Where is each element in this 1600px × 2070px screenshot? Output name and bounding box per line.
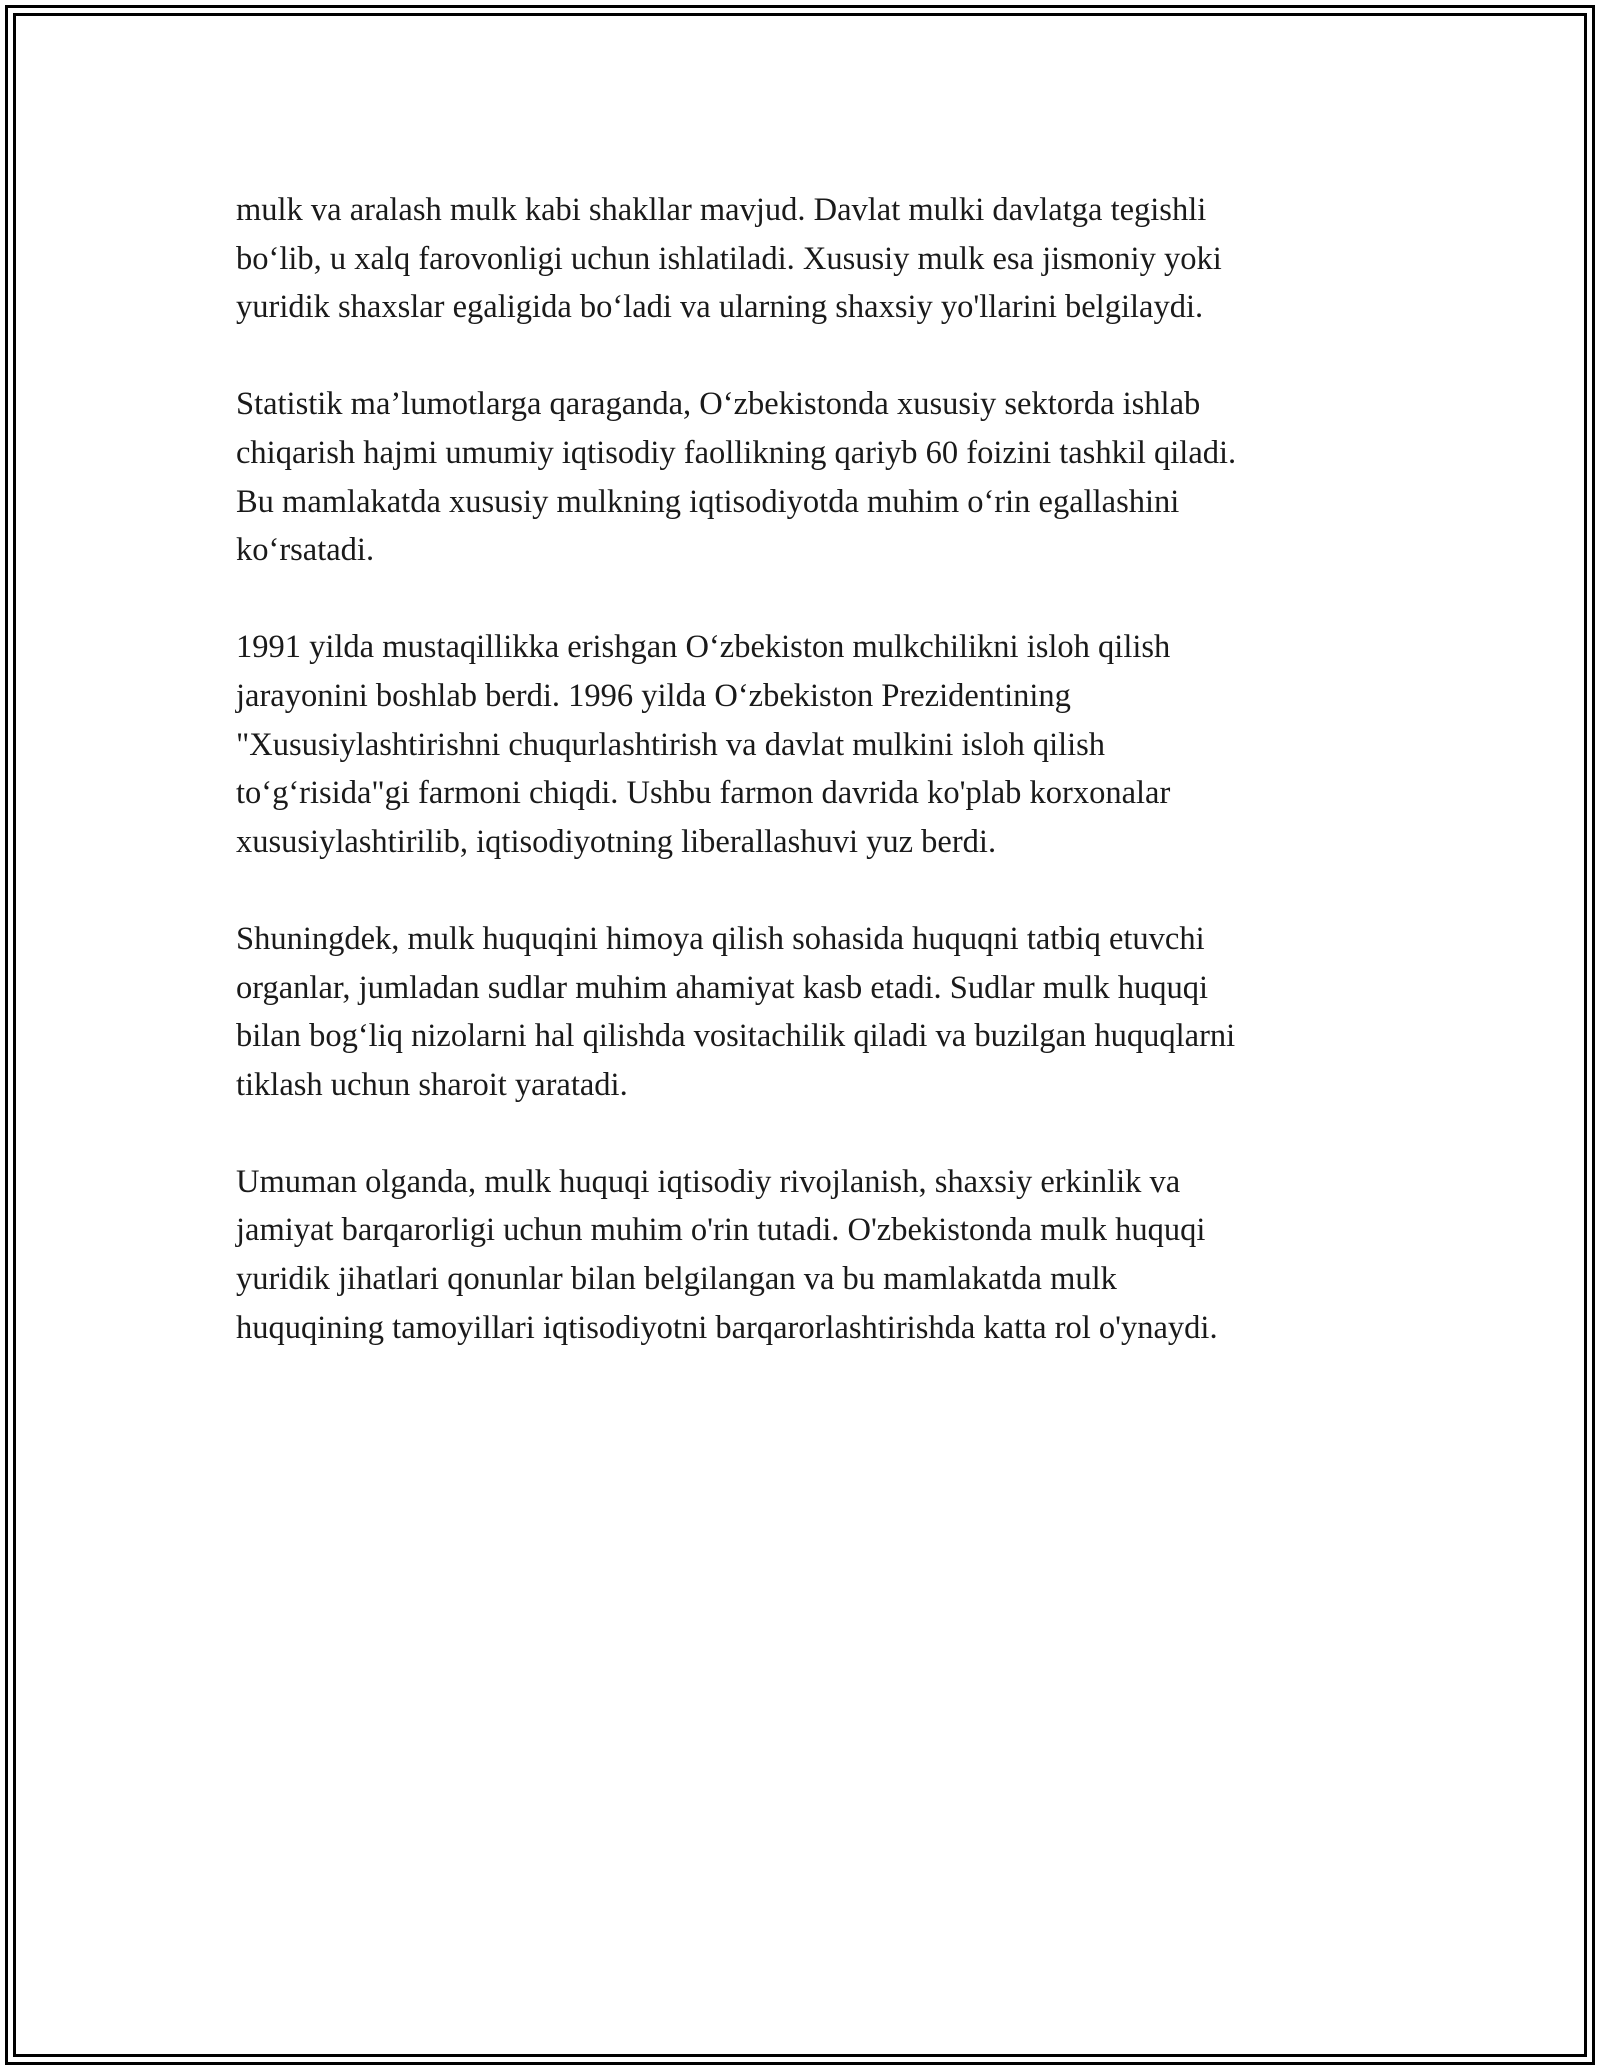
paragraph-conclusion: Umuman olganda, mulk huquqi iqtisodiy rivojlanish, shaxsiy erkinlik va jamiyat barqarorligi uchun muhim o'rin tutadi. O'zbekistonda mulk huquqi yuridik jihatlari qonunlar bilan belgilangan va bu mamlakatda mulk huquqining tamoyillari iqtisodiyotni barqarorlashtirishda katta rol o'ynaydi. [236, 1163, 1218, 1346]
paragraph-statistics: Statistik ma’lumotlarga qaraganda, O‘zbekistonda xususiy sektorda ishlab chiqarish hajmi umumiy iqtisodiy faollikning qariyb 60 foizini tashkil qiladi. Bu mamlakatda xususiy mulkning iqtisodiyotda muhim o‘rin egallashini ko‘rsatadi. [236, 386, 1237, 569]
paragraph-property-forms: mulk va aralash mulk kabi shakllar mavjud. Davlat mulki davlatga tegishli bo‘lib, u xalq farovonligi uchun ishlatiladi. Xususiy mulk esa jismoniy yoki yuridik shaxslar egaligida bo‘ladi va ularning shaxsiy yo'llarini belgilaydi. [236, 192, 1222, 326]
paragraph-independence-reform: 1991 yilda mustaqillikka erishgan O‘zbekiston mulkchilikni isloh qilish jarayonini boshlab berdi. 1996 yilda O‘zbekiston Prezidentining "Xususiylashtirishni chuqurlashtirish va davlat mulkini isloh qilish to‘g‘risida"gi farmoni chiqdi. Ushbu farmon davrida ko'plab korxonalar xususiylashtirilib, iqtisodiyotning liberallashuvi yuz berdi. [236, 629, 1171, 860]
paragraph-courts: Shuningdek, mulk huquqini himoya qilish sohasida huquqni tatbiq etuvchi organlar, jumladan sudlar muhim ahamiyat kasb etadi. Sudlar mulk huquqi bilan bog‘liq nizolarni hal qilishda vositachilik qiladi va buzilgan huquqlarni tiklash uchun sharoit yaratadi. [236, 920, 1236, 1103]
document-body [236, 186, 1386, 1401]
